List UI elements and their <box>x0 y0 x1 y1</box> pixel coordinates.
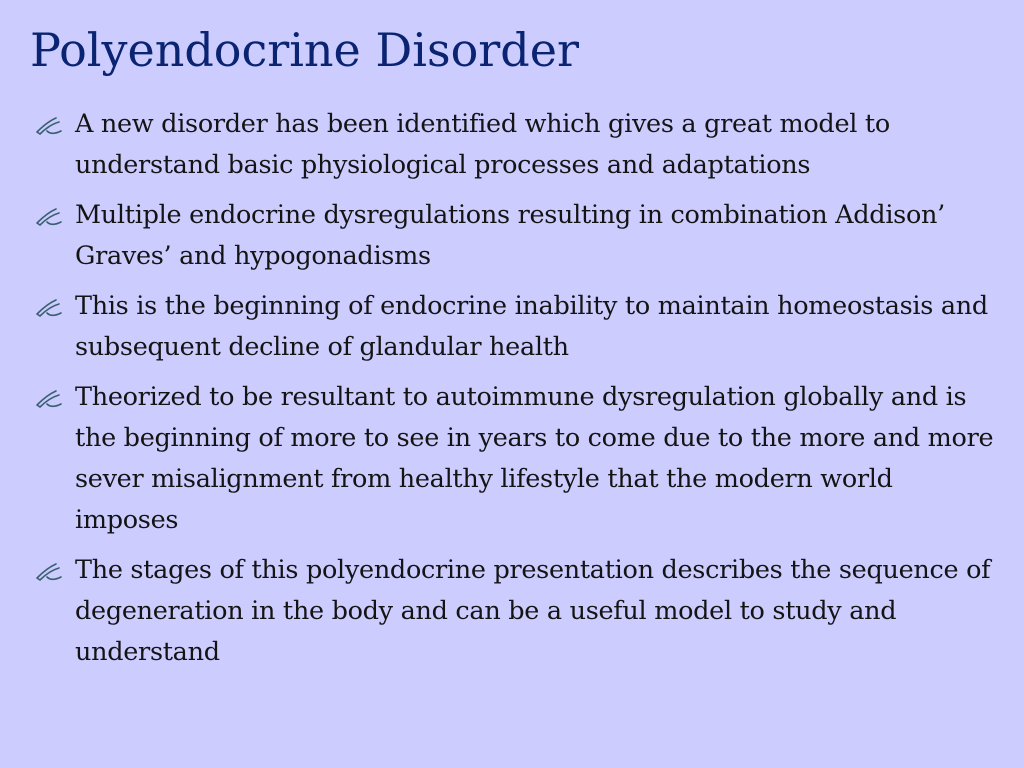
bullet-text: The stages of this polyendocrine presentation describes the sequence of degeneration in the body and can be a useful model to study and understand <box>75 555 991 667</box>
bullet-text: Theorized to be resultant to autoimmune dysregulation globally and is the beginning of more to see in years to come due to the more and more sever misalignment from healthy lifestyle that the modern world imposes <box>75 382 994 535</box>
bullet-item <box>34 550 1000 673</box>
bullet-text: A new disorder has been identified which gives a great model to understand basic physiological processes and adaptations <box>75 109 890 180</box>
pen-nib-icon <box>34 561 64 583</box>
bullet-item <box>34 195 1000 277</box>
bullet-item <box>34 104 1000 186</box>
pen-nib-icon <box>34 388 64 410</box>
bullet-item <box>34 377 1000 541</box>
slide-title: Polyendocrine Disorder <box>30 23 579 77</box>
bullet-text: Multiple endocrine dysregulations resulting in combination Addison’ Graves’ and hypogonadisms <box>75 200 945 271</box>
pen-nib-icon <box>34 206 64 228</box>
pen-nib-icon <box>34 115 64 137</box>
bullet-list <box>34 104 1000 682</box>
bullet-item <box>34 286 1000 368</box>
pen-nib-icon <box>34 297 64 319</box>
bullet-text: This is the beginning of endocrine inability to maintain homeostasis and subsequent decline of glandular health <box>75 291 988 362</box>
